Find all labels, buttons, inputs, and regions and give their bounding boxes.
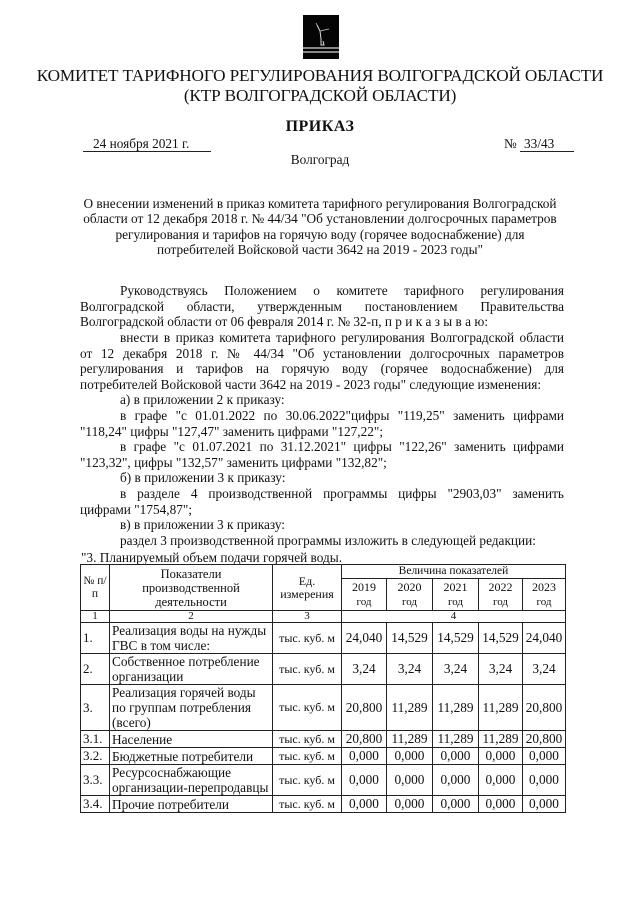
value-2022: 3,24	[479, 654, 523, 685]
row-unit: тыс. куб. м	[273, 685, 342, 731]
document-date: 24 ноября 2021 г.	[83, 136, 211, 152]
value-2023: 20,800	[523, 685, 566, 731]
value-2021: 11,289	[433, 731, 479, 748]
value-2020: 14,529	[387, 623, 433, 654]
row-unit: тыс. куб. м	[273, 796, 342, 813]
column-number-4: 4	[342, 611, 566, 623]
value-2021: 3,24	[433, 654, 479, 685]
number-label: №	[504, 136, 517, 151]
table-row	[81, 731, 566, 748]
table-caption: "3. Планируемый объем подачи горячей воды.	[81, 550, 343, 565]
value-2022: 0,000	[479, 748, 523, 765]
header-year-2021: 2021 год	[433, 579, 479, 611]
row-indicator: Прочие потребители	[110, 796, 273, 813]
row-indicator: Собственное потребление организации	[110, 654, 273, 685]
value-2022: 14,529	[479, 623, 523, 654]
preamble-paragraph: Руководствуясь Положением о комитете тарифного регулирования Волгоградской области, утвержденным постановлением Правительства Волгоградской области от 06 февраля 2014 г. № 32-п, п р и к а з ы в а ю:	[80, 283, 564, 330]
value-2019: 3,24	[342, 654, 387, 685]
table-row	[81, 654, 566, 685]
item-c: в) в приложении 3 к приказу:	[120, 517, 285, 532]
column-number-1: 1	[81, 611, 110, 623]
value-2020: 11,289	[387, 685, 433, 731]
item-a: а) в приложении 2 к приказу:	[120, 392, 285, 407]
value-2021: 11,289	[433, 685, 479, 731]
header-year-2023: 2023 год	[523, 579, 566, 611]
header-year-2020: 2020 год	[387, 579, 433, 611]
document-subject: О внесении изменений в приказ комитета тарифного регулирования Волгоградской области от 12 декабря 2018 г. № 44/34 "Об установлении долгосрочных параметров регулирования и тарифов на горячую воду (горячее водоснабжение) для потребителей Войсковой части 3642 на 2019 - 2023 годы"	[83, 196, 557, 258]
row-unit: тыс. куб. м	[273, 731, 342, 748]
header-values-group: Величина показателей	[342, 565, 566, 579]
value-2022: 0,000	[479, 796, 523, 813]
value-2019: 0,000	[342, 748, 387, 765]
number-value: 33/43	[520, 136, 574, 152]
item-c-change-1: раздел 3 производственной программы изложить в следующей редакции:	[120, 533, 536, 548]
row-unit: тыс. куб. м	[273, 765, 342, 796]
column-number-3: 3	[273, 611, 342, 623]
value-2022: 11,289	[479, 685, 523, 731]
item-a-change-1: в графе "с 01.01.2022 по 30.06.2022"цифры "119,25" заменить цифрами "118,24" цифры "127,47" заменить цифрами "127,22";	[80, 408, 564, 439]
row-indicator: Ресурсоснабжающие организации-перепродавцы	[110, 765, 273, 796]
row-number: 3.4.	[81, 796, 110, 813]
row-unit: тыс. куб. м	[273, 748, 342, 765]
value-2023: 0,000	[523, 748, 566, 765]
value-2020: 3,24	[387, 654, 433, 685]
value-2019: 0,000	[342, 765, 387, 796]
value-2020: 0,000	[387, 748, 433, 765]
value-2023: 0,000	[523, 765, 566, 796]
document-number	[504, 136, 574, 152]
value-2020: 0,000	[387, 765, 433, 796]
table-row	[81, 796, 566, 813]
column-number-2: 2	[110, 611, 273, 623]
row-unit: тыс. куб. м	[273, 654, 342, 685]
item-b-change-1: в разделе 4 производственной программы цифры "2903,03" заменить цифрами "1754,87";	[80, 486, 564, 517]
value-2021: 0,000	[433, 748, 479, 765]
header-year-2022: 2022 год	[479, 579, 523, 611]
value-2023: 0,000	[523, 796, 566, 813]
header-no: № п/п	[81, 565, 110, 611]
row-number: 3.1.	[81, 731, 110, 748]
value-2022: 11,289	[479, 731, 523, 748]
item-b: б) в приложении 3 к приказу:	[120, 470, 286, 485]
value-2020: 11,289	[387, 731, 433, 748]
table-row	[81, 623, 566, 654]
row-number: 3.	[81, 685, 110, 731]
item-a-change-2: в графе "с 01.07.2021 по 31.12.2021" цифры "122,26" заменить цифрами "123,32", цифры "132,57" заменить цифрами "132,82";	[80, 439, 564, 470]
row-indicator: Бюджетные потребители	[110, 748, 273, 765]
value-2021: 14,529	[433, 623, 479, 654]
hot-water-volume-table	[80, 564, 566, 813]
value-2019: 24,040	[342, 623, 387, 654]
city: Волгоград	[290, 152, 350, 167]
order-paragraph: внести в приказ комитета тарифного регулирования Волгоградской области от 12 декабря 2018 г. № 44/34 "Об установлении долгосрочных параметров регулирования и тарифов на горячую воду (горячее водоснабжение) для потребителей Войсковой части 3642 на 2019 - 2023 годы" следующие изменения:	[80, 330, 564, 392]
table-row	[81, 765, 566, 796]
row-number: 3.2.	[81, 748, 110, 765]
value-2023: 3,24	[523, 654, 566, 685]
value-2021: 0,000	[433, 796, 479, 813]
org-name: КОМИТЕТ ТАРИФНОГО РЕГУЛИРОВАНИЯ ВОЛГОГРАДСКОЙ ОБЛАСТИ	[36, 66, 604, 85]
row-indicator: Реализация горячей воды по группам потребления (всего)	[110, 685, 273, 731]
table-row	[81, 748, 566, 765]
value-2021: 0,000	[433, 765, 479, 796]
row-number: 2.	[81, 654, 110, 685]
header-year-2019: 2019 год	[342, 579, 387, 611]
row-indicator: Население	[110, 731, 273, 748]
column-number-row	[81, 611, 566, 623]
org-short-name: (КТР ВОЛГОГРАДСКОЙ ОБЛАСТИ)	[183, 86, 457, 105]
value-2020: 0,000	[387, 796, 433, 813]
row-number: 3.3.	[81, 765, 110, 796]
header-unit: Ед. измерения	[273, 565, 342, 611]
value-2019: 20,800	[342, 731, 387, 748]
value-2019: 20,800	[342, 685, 387, 731]
value-2023: 20,800	[523, 731, 566, 748]
header-row	[81, 565, 566, 579]
row-unit: тыс. куб. м	[273, 623, 342, 654]
emblem-icon	[303, 15, 339, 59]
header-indicator: Показатели производственной деятельности	[110, 565, 273, 611]
row-indicator: Реализация воды на нужды ГВС в том числе:	[110, 623, 273, 654]
value-2022: 0,000	[479, 765, 523, 796]
row-number: 1.	[81, 623, 110, 654]
value-2023: 24,040	[523, 623, 566, 654]
table-row	[81, 685, 566, 731]
value-2019: 0,000	[342, 796, 387, 813]
document-type: ПРИКАЗ	[285, 118, 355, 135]
